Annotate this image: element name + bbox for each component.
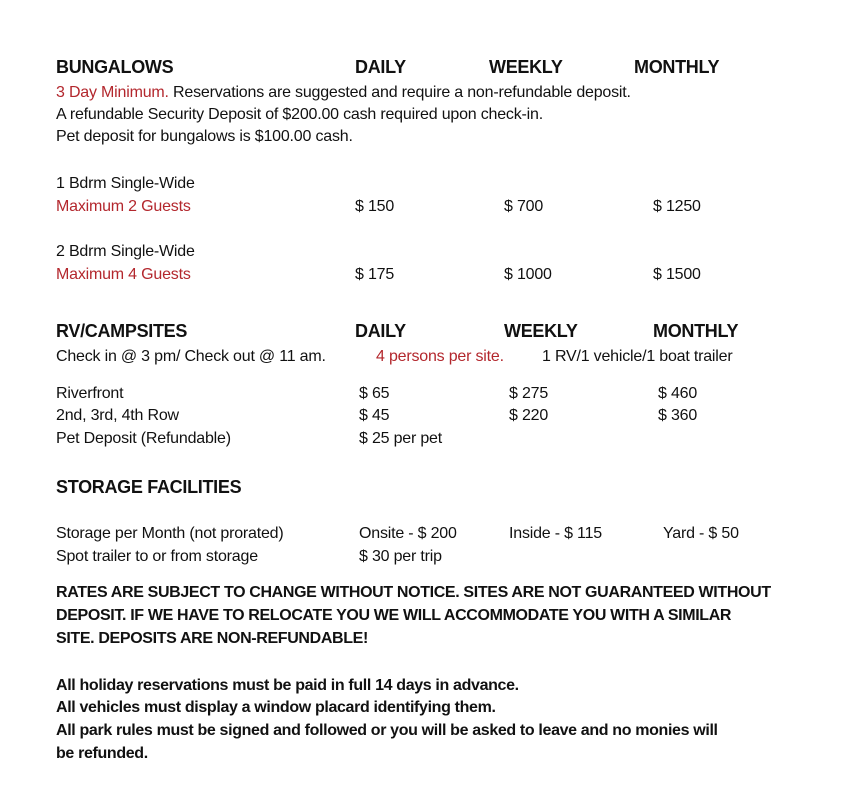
storage-row-1-onsite: Onsite - $ 200 xyxy=(359,525,457,542)
bungalow-row-1-daily: $ 150 xyxy=(355,198,395,215)
rv-row-3-daily: $ 25 per pet xyxy=(359,430,442,447)
reservation-note: Reservations are suggested and require a non-refundable deposit. xyxy=(168,84,631,101)
bungalow-row-2-guests: Maximum 4 Guests xyxy=(56,266,191,283)
bungalow-row-1-guests: Maximum 2 Guests xyxy=(56,198,191,215)
rv-col-monthly: MONTHLY xyxy=(653,321,739,341)
rule-line-1: All holiday reservations must be paid in full 14 days in advance. xyxy=(56,677,519,694)
rv-col-weekly: WEEKLY xyxy=(504,321,578,341)
notice-line-1: RATES ARE SUBJECT TO CHANGE WITHOUT NOTICE. SITES ARE NOT GUARANTEED WITHOUT xyxy=(56,584,771,601)
rule-line-3: All park rules must be signed and followed or you will be asked to leave and no monies will xyxy=(56,722,718,739)
bungalow-row-2-monthly: $ 1500 xyxy=(653,266,701,283)
rv-row-1-daily: $ 65 xyxy=(359,385,390,402)
storage-heading: STORAGE FACILITIES xyxy=(56,477,242,497)
bungalows-col-daily: DAILY xyxy=(355,57,406,77)
security-deposit-note: A refundable Security Deposit of $200.00 cash required upon check-in. xyxy=(56,106,543,123)
rv-row-3-name: Pet Deposit (Refundable) xyxy=(56,430,231,447)
rv-heading: RV/CAMPSITES xyxy=(56,321,188,341)
pet-deposit-note: Pet deposit for bungalows is $100.00 cash. xyxy=(56,128,353,145)
rv-row-2-weekly: $ 220 xyxy=(509,407,549,424)
notice-line-2: DEPOSIT. IF WE HAVE TO RELOCATE YOU WE WILL ACCOMMODATE YOU WITH A SIMILAR xyxy=(56,607,732,624)
rule-line-4: be refunded. xyxy=(56,745,148,762)
bungalow-row-2-weekly: $ 1000 xyxy=(504,266,552,283)
storage-row-2-price: $ 30 per trip xyxy=(359,548,442,565)
rv-row-1-weekly: $ 275 xyxy=(509,385,549,402)
notice-line-3: SITE. DEPOSITS ARE NON-REFUNDABLE! xyxy=(56,630,368,647)
bungalow-row-2-daily: $ 175 xyxy=(355,266,395,283)
storage-row-2-name: Spot trailer to or from storage xyxy=(56,548,258,565)
rv-row-2-monthly: $ 360 xyxy=(658,407,698,424)
bungalows-heading: BUNGALOWS xyxy=(56,57,174,77)
rv-row-2-daily: $ 45 xyxy=(359,407,390,424)
bungalows-minimum-note xyxy=(56,84,631,102)
rule-line-2: All vehicles must display a window placard identifying them. xyxy=(56,699,496,716)
bungalows-col-monthly: MONTHLY xyxy=(634,57,720,77)
rv-persons-note: 4 persons per site. xyxy=(376,348,504,365)
rv-row-1-monthly: $ 460 xyxy=(658,385,698,402)
bungalow-row-1-weekly: $ 700 xyxy=(504,198,544,215)
rv-checkin-note: Check in @ 3 pm/ Check out @ 11 am. xyxy=(56,348,326,365)
rv-vehicle-limit-note: 1 RV/1 vehicle/1 boat trailer xyxy=(542,348,733,365)
rv-row-1-name: Riverfront xyxy=(56,385,124,402)
rv-col-daily: DAILY xyxy=(355,321,406,341)
storage-row-1-yard: Yard - $ 50 xyxy=(663,525,739,542)
storage-row-1-inside: Inside - $ 115 xyxy=(509,525,602,542)
bungalow-row-2-name: 2 Bdrm Single-Wide xyxy=(56,243,195,260)
rv-row-2-name: 2nd, 3rd, 4th Row xyxy=(56,407,179,424)
minimum-stay-label: 3 Day Minimum. xyxy=(56,84,169,101)
bungalow-row-1-monthly: $ 1250 xyxy=(653,198,701,215)
bungalows-col-weekly: WEEKLY xyxy=(489,57,563,77)
bungalow-row-1-name: 1 Bdrm Single-Wide xyxy=(56,175,195,192)
storage-row-1-name: Storage per Month (not prorated) xyxy=(56,525,284,542)
